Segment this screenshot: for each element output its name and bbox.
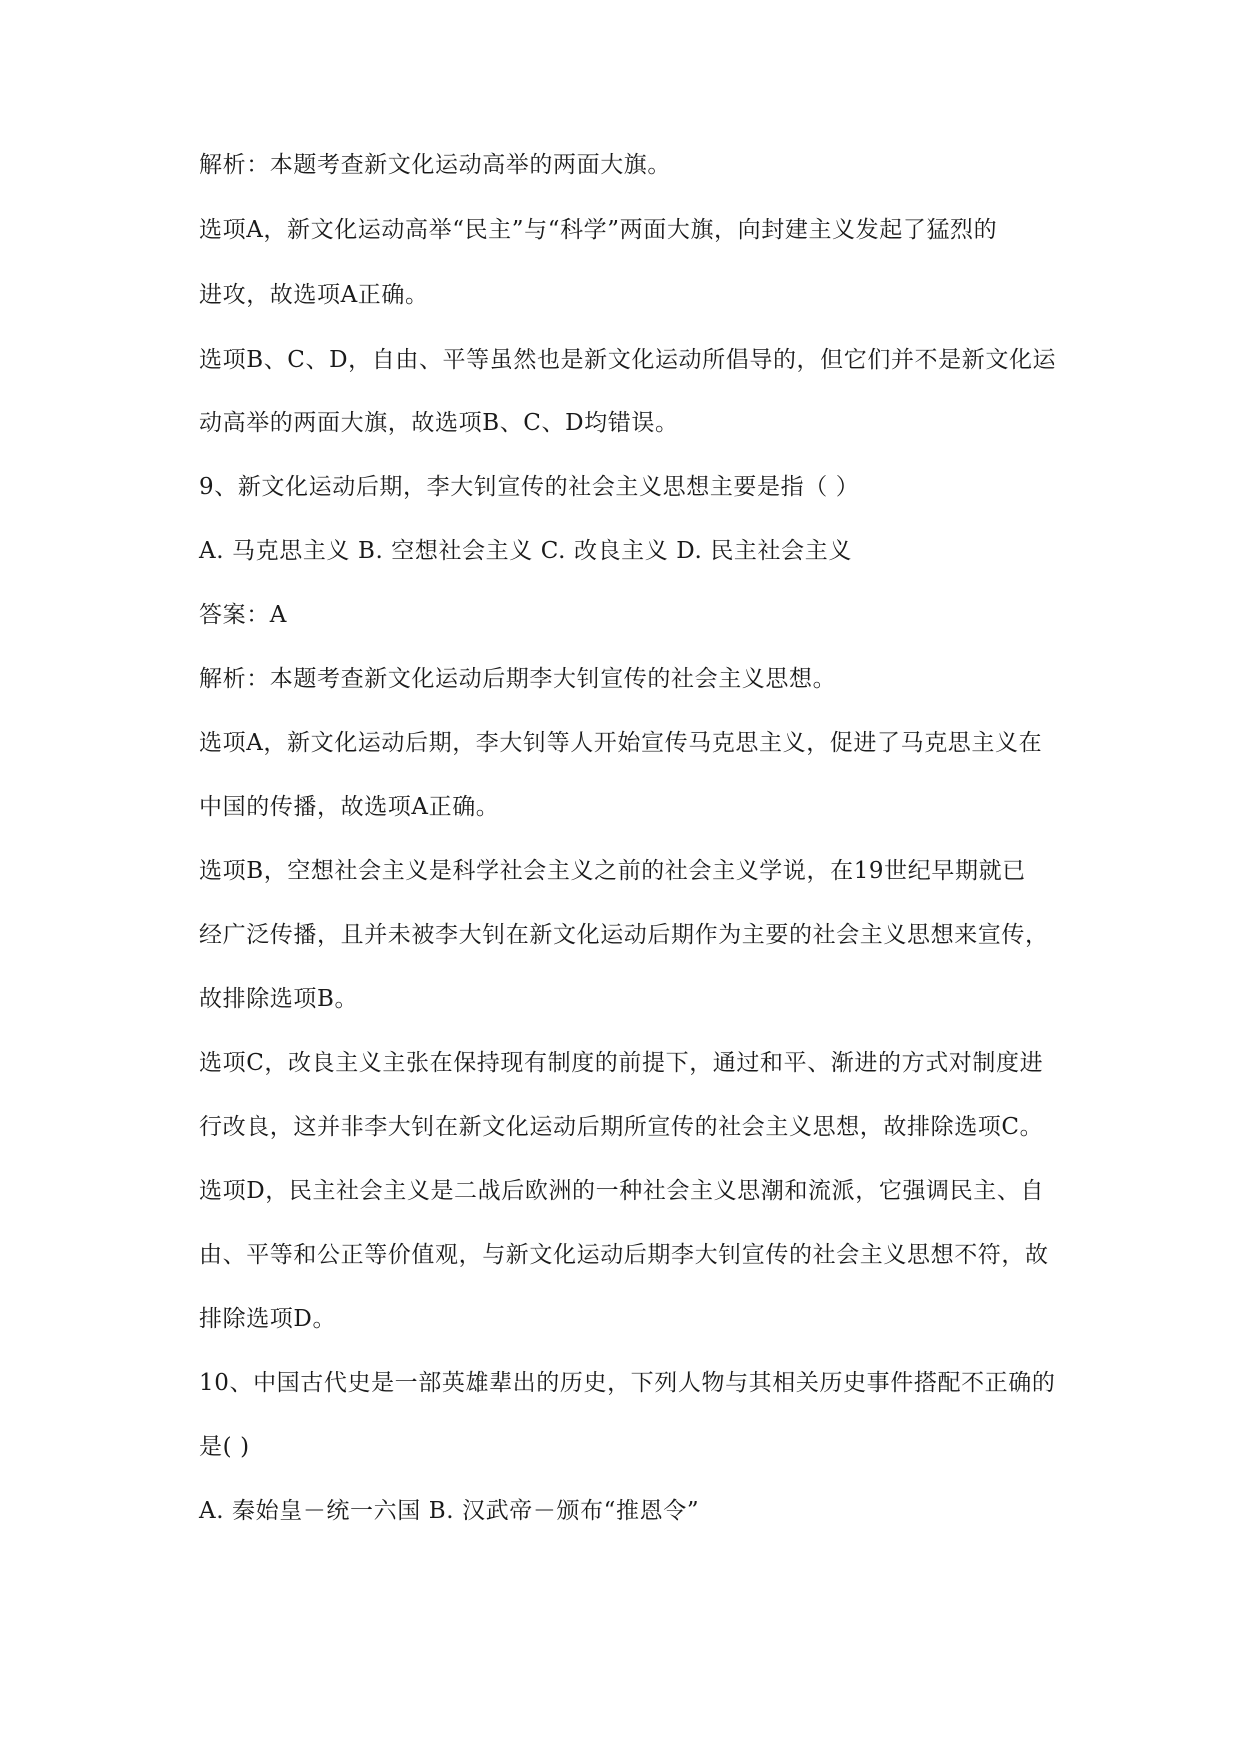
- question-9-answer: 答案：A: [199, 602, 288, 628]
- text-line: 选项A，新文化运动高举“民主”与“科学”两面大旗，向封建主义发起了猛烈的: [199, 217, 998, 243]
- text-line: 解析：本题考查新文化运动高举的两面大旗。: [199, 152, 671, 178]
- text-line: 行改良，这并非李大钊在新文化运动后期所宣传的社会主义思想，故排除选项C。: [199, 1114, 1044, 1140]
- text-line: 选项B，空想社会主义是科学社会主义之前的社会主义学说，在19世纪早期就已: [199, 858, 1026, 884]
- text-line: 选项C，改良主义主张在保持现有制度的前提下，通过和平、渐进的方式对制度进: [199, 1050, 1044, 1076]
- question-9-options: A. 马克思主义 B. 空想社会主义 C. 改良主义 D. 民主社会主义: [199, 538, 852, 564]
- text-line: 选项D，民主社会主义是二战后欧洲的一种社会主义思潮和流派，它强调民主、自: [199, 1178, 1045, 1204]
- text-line: 故排除选项B。: [199, 986, 359, 1012]
- text-line: 选项A，新文化运动后期，李大钊等人开始宣传马克思主义，促进了马克思主义在: [199, 730, 1043, 756]
- question-9-stem: 9、新文化运动后期，李大钊宣传的社会主义思想主要是指（ ）: [199, 474, 860, 500]
- question-10-options: A. 秦始皇－统一六国 B. 汉武帝－颁布“推恩令”: [199, 1498, 700, 1524]
- text-line: 中国的传播，故选项A正确。: [199, 794, 500, 820]
- text-line: 由、平等和公正等价值观，与新文化运动后期李大钊宣传的社会主义思想不符，故: [199, 1242, 1049, 1268]
- question-10-stem-end: 是( ): [199, 1434, 250, 1460]
- text-line: 选项B、C、D，自由、平等虽然也是新文化运动所倡导的，但它们并不是新文化运: [199, 347, 1057, 373]
- text-line: 经广泛传播，且并未被李大钊在新文化运动后期作为主要的社会主义思想来宣传，: [199, 922, 1049, 948]
- text-line: 解析：本题考查新文化运动后期李大钊宣传的社会主义思想。: [199, 666, 837, 692]
- text-line: 动高举的两面大旗，故选项B、C、D均错误。: [199, 410, 679, 436]
- text-line: 排除选项D。: [199, 1306, 337, 1332]
- question-10-stem: 10、中国古代史是一部英雄辈出的历史，下列人物与其相关历史事件搭配不正确的: [199, 1370, 1056, 1396]
- text-line: 进攻，故选项A正确。: [199, 282, 429, 308]
